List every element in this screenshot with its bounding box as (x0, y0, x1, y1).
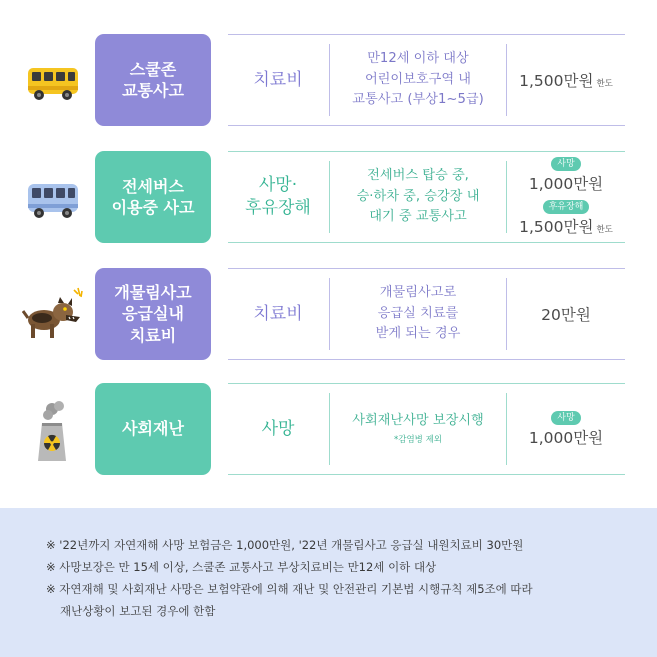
category-badge: 전세버스 이용중 사고 (95, 151, 211, 243)
amount-value: 20만원 (541, 306, 591, 324)
coverage-amount (507, 151, 625, 243)
amount-text: 1,500만원 (519, 72, 594, 90)
coverage-type: 사망· 후유장해 (245, 175, 311, 218)
row-dog-bite (0, 268, 657, 360)
amount-label-pill: 사망 (551, 411, 580, 425)
coverage-type: 치료비 (253, 303, 303, 324)
amount-value (519, 69, 613, 91)
coverage-amount (507, 34, 625, 126)
footnote: ※ 사망보장은 만 15세 이상, 스쿨존 교통사고 부상치료비는 만12세 이하 대상 (46, 560, 437, 574)
amount-suffix: 한도 (596, 79, 613, 89)
coverage-condition (330, 383, 506, 475)
condition-text: 사회재난사망 보장시행 (352, 412, 484, 428)
category-badge: 사회재난 (95, 383, 211, 475)
amount-value: 1,000만원 (528, 175, 604, 193)
amount-value (519, 215, 613, 237)
coverage-condition (330, 268, 506, 360)
dog-bite-icon (22, 284, 84, 346)
footnotes-panel (0, 508, 657, 657)
divider (228, 242, 625, 243)
footnote: 재난상황이 보고된 경우에 한함 (60, 604, 216, 618)
amount-label-pill: 후유장해 (543, 200, 590, 214)
divider (228, 125, 625, 126)
divider (228, 474, 625, 475)
amount-text: 1,500만원 (519, 218, 594, 236)
amount-death (529, 411, 603, 448)
condition-note: *감염병 제외 (393, 435, 442, 446)
row-chartered-bus (0, 151, 657, 243)
amount-value: 1,000만원 (528, 428, 604, 447)
amount-label-pill: 사망 (551, 157, 580, 171)
amount-death (529, 157, 603, 194)
bus-icon (22, 167, 84, 229)
coverage-condition (330, 151, 506, 243)
coverage-type: 치료비 (253, 69, 303, 90)
amount-disability (519, 200, 613, 237)
category-badge: 개물림사고 응급실내 치료비 (95, 268, 211, 360)
footnote: ※ 자연재해 및 사회재난 사망은 보험약관에 의해 재난 및 안전관리 기본법 시행규칙 제5조에 따라 (46, 582, 533, 596)
divider (228, 359, 625, 360)
row-social-disaster (0, 383, 657, 475)
nuclear-plant-icon (22, 399, 84, 461)
school-bus-icon (22, 50, 84, 112)
coverage-amount (507, 268, 625, 360)
coverage-amount (507, 383, 625, 475)
footnote: ※ '22년까지 자연재해 사망 보험금은 1,000만원, '22년 개물림사고 응급실 내원치료비 30만원 (46, 538, 524, 552)
condition-text: 만12세 이하 대상 어린이보호구역 내 교통사고 (부상1~5급) (352, 51, 484, 108)
coverage-type: 사망 (261, 418, 295, 439)
category-badge: 스쿨존 교통사고 (95, 34, 211, 126)
condition-text: 개물림사고로 응급실 치료를 받게 되는 경우 (375, 285, 461, 342)
amount-suffix: 한도 (596, 225, 613, 235)
coverage-condition (330, 34, 506, 126)
row-school-zone (0, 34, 657, 126)
condition-text: 전세버스 탑승 중, 승·하차 중, 승강장 내 대기 중 교통사고 (356, 168, 480, 225)
